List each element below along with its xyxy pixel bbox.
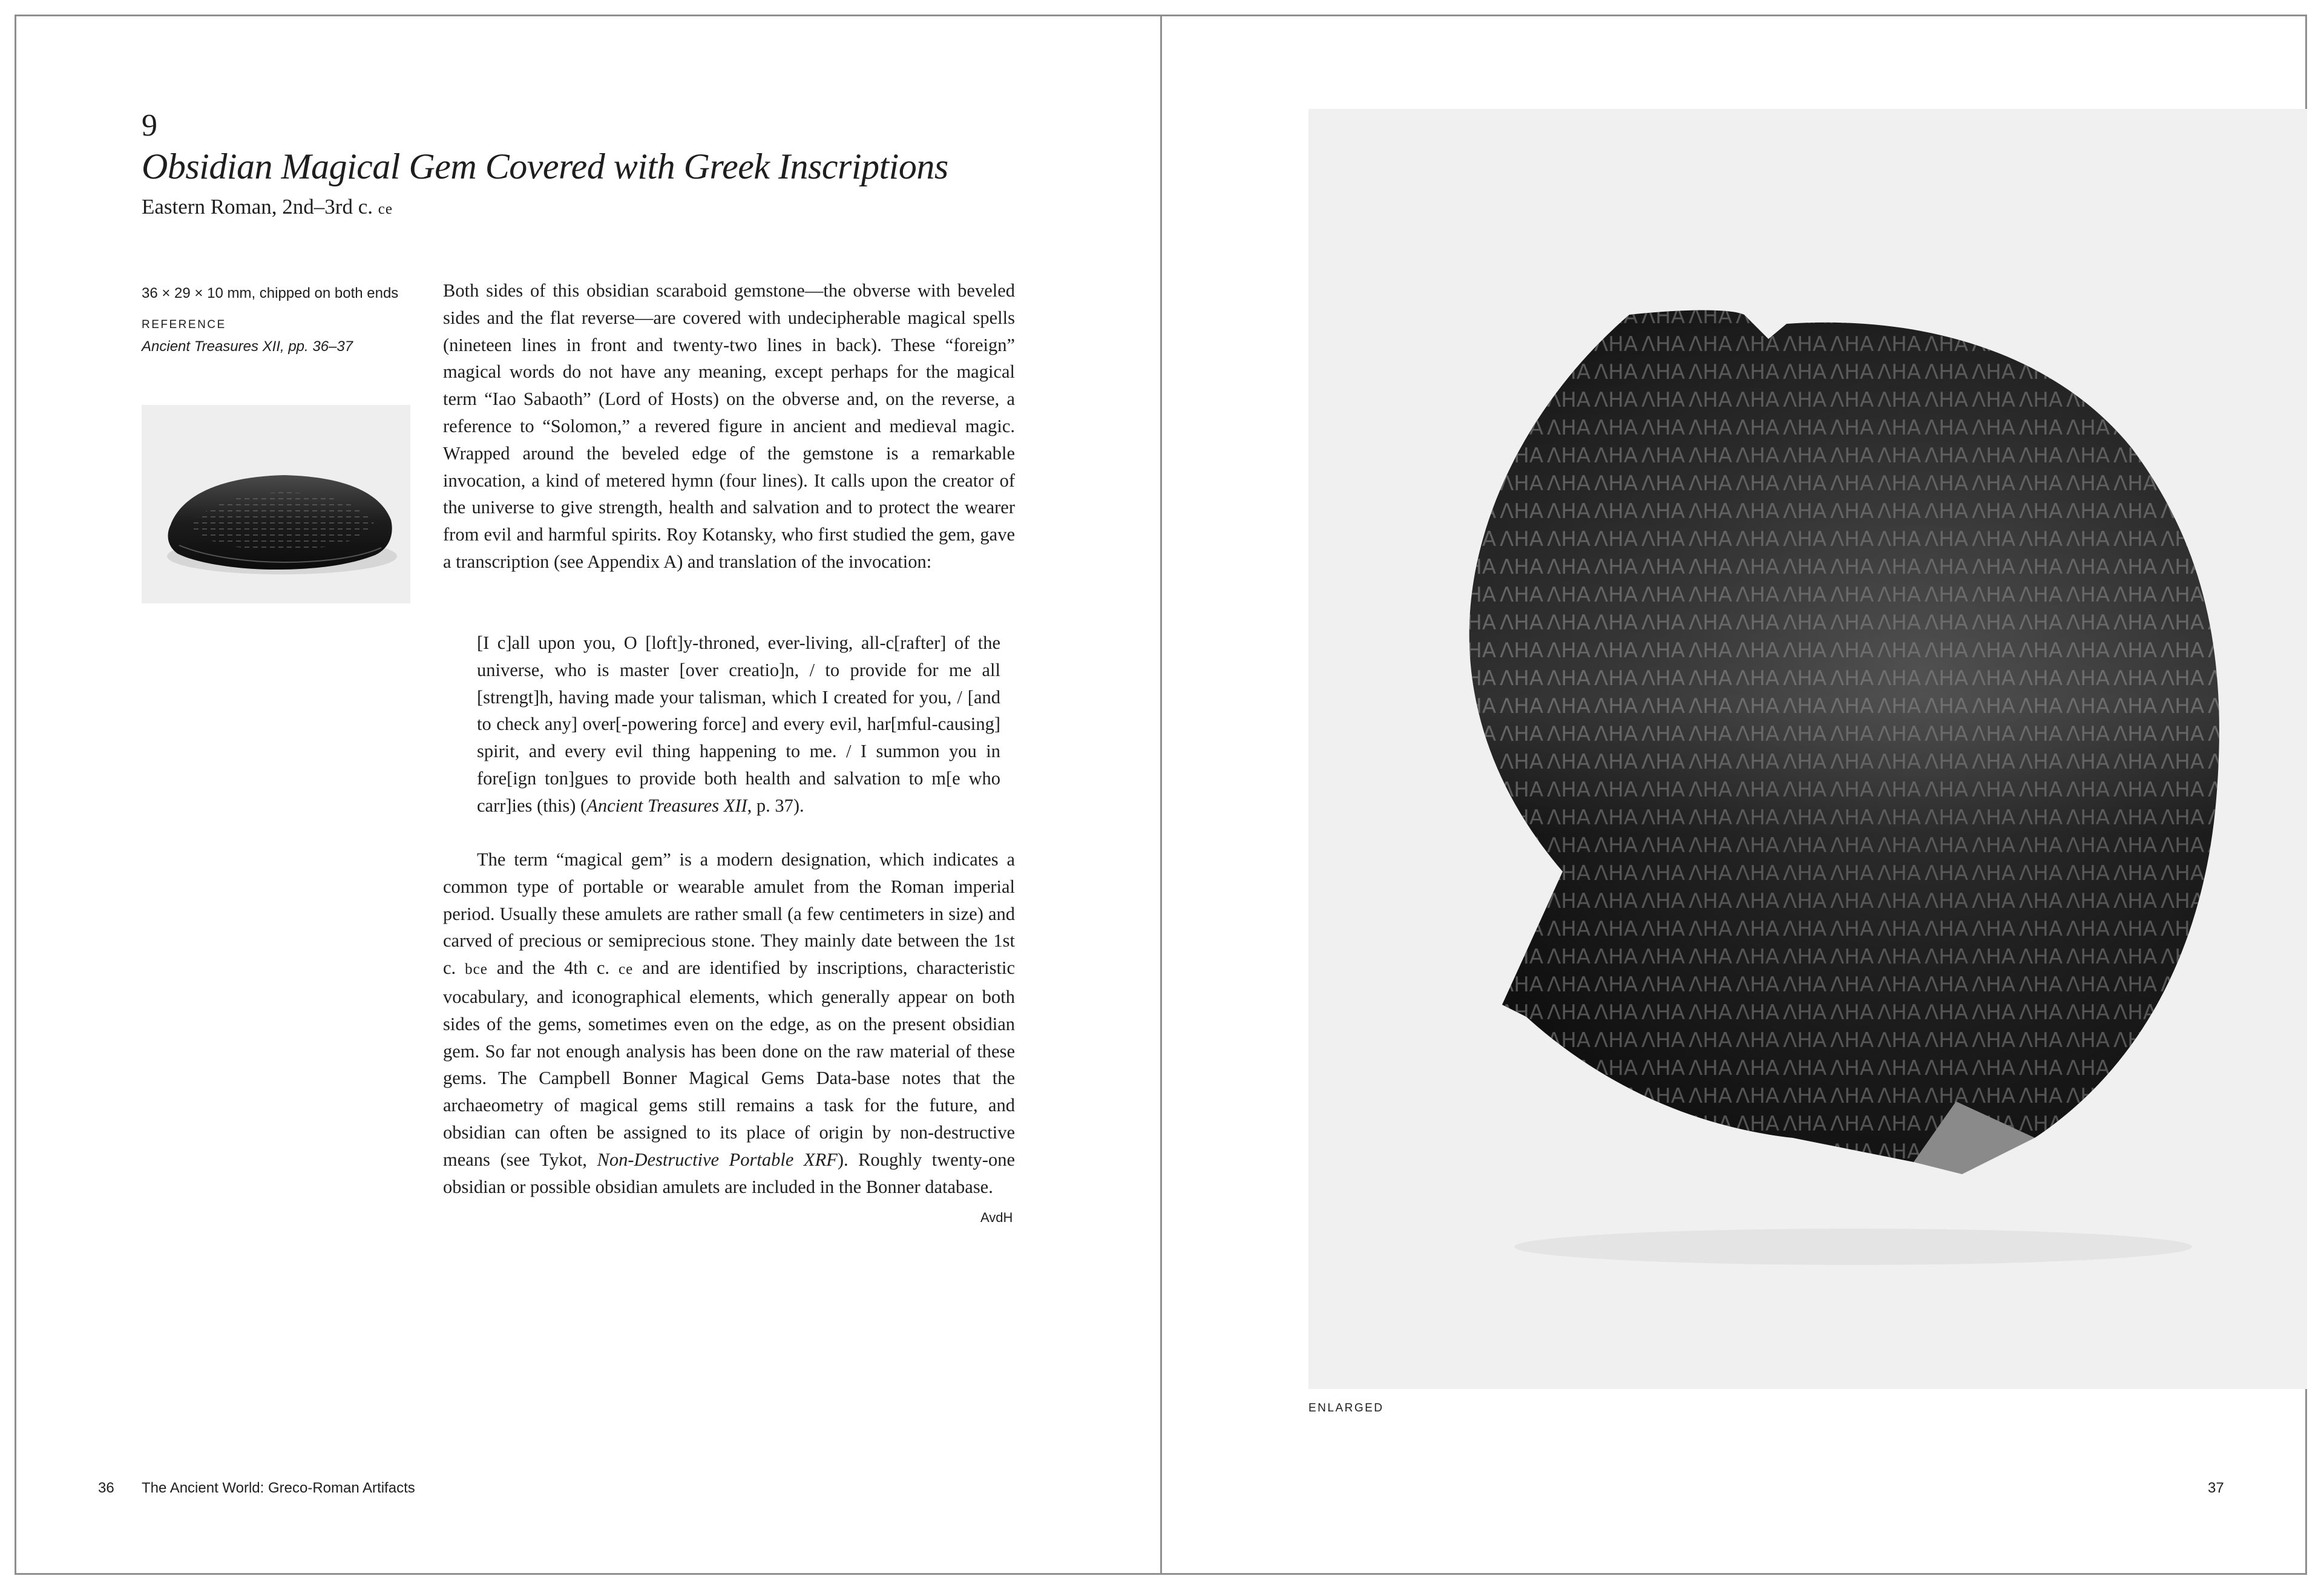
spine-gutter: [1160, 15, 1162, 1575]
era-abbreviation: ce: [618, 961, 634, 978]
paragraph-text: [443, 846, 1015, 1200]
page-number-right: 37: [2208, 1480, 2224, 1496]
entry-title: Obsidian Magical Gem Covered with Greek Inscriptions: [142, 146, 948, 186]
dimensions-note: 36 × 29 × 10 mm, chipped on both ends: [142, 285, 399, 301]
body-paragraph-2: [443, 846, 1015, 1200]
gem-enlarged-photo: [1308, 109, 2307, 1389]
citation-title: Non-Destructive Portable XRF: [597, 1149, 838, 1170]
reference-citation: Ancient Treasures XII, pp. 36–37: [142, 338, 353, 355]
quote-citation-page: , p. 37).: [747, 795, 804, 816]
body-paragraph-1: [443, 277, 1015, 576]
quote-text: [I c]all upon you, O [loft]y-throned, ever-living, all-c[rafter] of the universe, who is master [over creatio]n, / to provide for me all [strengt]h, having made your talisman, which I created for you, / [and to check any] over[-powering force] and every evil, har[mful-causing] spirit, and every evil thing happening to me. / I summon you in fore[ign ton]gues to provide both health and salvation to m[e who carr]ies (this) (: [477, 632, 1000, 816]
paragraph-text-part: ). Roughly twenty-one obsidian or possible obsidian amulets are included in the Bonner database.: [443, 1149, 1015, 1197]
paragraph-text: Both sides of this obsidian scaraboid gemstone—the obverse with beveled sides and the flat reverse—are covered with undecipherable magical spells (nineteen lines in front and twenty-two lines in back). These “foreign” magical words do not have any meaning, except perhaps for the magical term “Iao Sabaoth” (Lord of Hosts) on the obverse and, on the reverse, a reference to “Solomon,” a revered figure in ancient and medieval magic. Wrapped around the beveled edge of the gemstone is a remarkable invocation, a kind of metered hymn (four lines). It calls upon the creator of the universe to give strength, health and salvation and to protect the wearer from evil and harmful spirits. Roy Kotansky, who first studied the gem, gave a transcription (see Appendix A) and translation of the invocation:: [443, 280, 1015, 572]
quote-citation-title: Ancient Treasures XII: [586, 795, 747, 816]
catalog-number: 9: [142, 108, 157, 143]
obsidian-gem-illustration: [1308, 109, 2307, 1389]
paragraph-text-part: and the 4th c.: [487, 957, 619, 979]
running-head: The Ancient World: Greco-Roman Artifacts: [142, 1480, 415, 1496]
paragraph-text-part: The term “magical gem” is a modern designation, which indicates a common type of portable or wearable amulet from the Roman imperial period. Usually these amulets are rather small (a few centimeters in size) and carved of precious or semiprecious stone. They mainly date between the 1st c.: [443, 849, 1015, 979]
paragraph-text-part: and are identified by inscriptions, characteristic vocabulary, and iconographical elements, which generally appear on both sides of the gems, sometimes even on the edge, as on the present obsidian gem. So far not enough analysis has been done on the raw material of these gems. The Campbell Bonner Magical Gems Data-base notes that the archaeometry of magical gems still remains a task for the future, and obsidian can often be assigned to its place of origin by non-destructive means (see Tykot,: [443, 957, 1015, 1170]
subtitle-era: ce: [378, 201, 393, 217]
reference-heading: REFERENCE: [142, 318, 226, 331]
gem-thumbnail-photo: [142, 405, 410, 603]
entry-subtitle: [142, 192, 393, 224]
page-number-left: 36: [98, 1480, 114, 1496]
invocation-blockquote: [477, 629, 1000, 819]
gem-side-view-illustration: [142, 405, 410, 603]
author-initials: AvdH: [980, 1210, 1013, 1225]
subtitle-date: Eastern Roman, 2nd–3rd c.: [142, 195, 378, 218]
era-abbreviation: bce: [465, 961, 488, 978]
plate-caption: ENLARGED: [1308, 1402, 1384, 1414]
